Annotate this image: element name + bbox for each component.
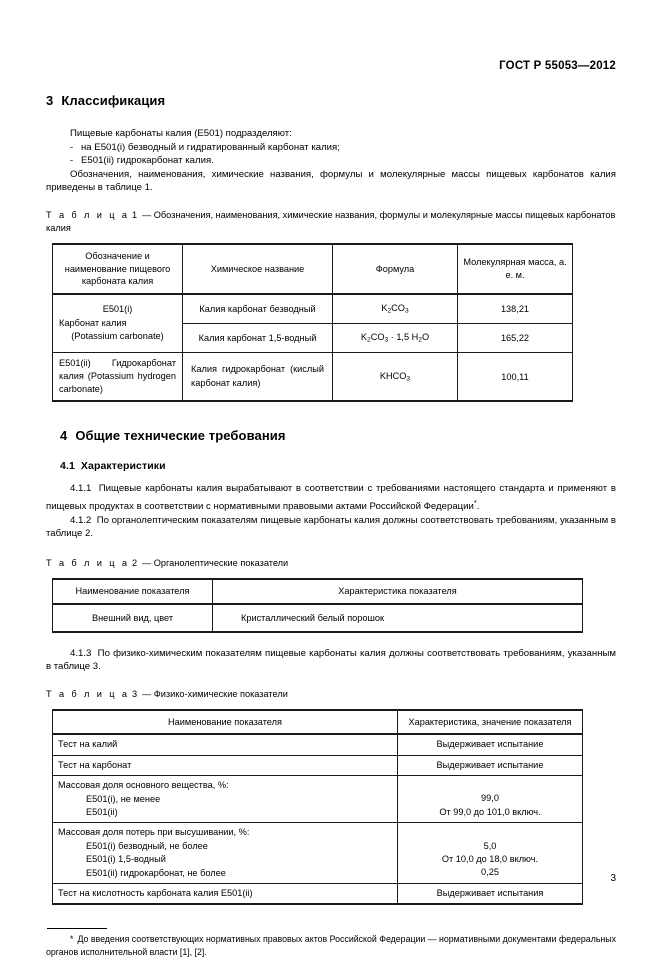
table-row	[53, 604, 583, 632]
table1-mass-3: 100,11	[458, 352, 573, 401]
table2-row-name: Внешний вид, цвет	[53, 604, 213, 632]
table1-group2-name: E501(ii) Гидрокарбонат калия (Potassium hydrogen carbonate)	[53, 352, 183, 401]
table2-header-cell-2: Характеристика показателя	[213, 579, 583, 604]
table1-wrapper	[52, 243, 572, 402]
paragraph-4-1-2-number: 4.1.2	[70, 514, 92, 526]
table1-formula-2: $K_2CO_3 \cdot 1,5$ $H_2O$	[333, 323, 458, 352]
paragraph-4-1-2-text: По органолептическим показателям пищевые карбонаты калия должны соответствовать требованиям, указанным в таблице 2.	[46, 514, 616, 540]
paragraph-4-1-3	[46, 647, 616, 674]
table3-row-subvalue: 0,25	[481, 867, 499, 878]
table3-row-label-main: Тест на кислотность карбоната калия E501(ii)	[58, 887, 253, 898]
table3-row-label-main: Тест на калий	[58, 739, 118, 750]
table-row	[53, 883, 583, 904]
table1-mass-2: 165,22	[458, 323, 573, 352]
footnote-marker: *	[70, 934, 74, 945]
footnote-text: До введения соответствующих нормативных правовых актов Российской Федерации — нормативными документами федеральных органов исполнительной власти [1], [2].	[46, 934, 616, 957]
table-row	[53, 294, 573, 324]
table3-header-cell-2: Характеристика, значение показателя	[398, 710, 583, 735]
table-3	[52, 709, 583, 906]
table3-row-subline: E501(i) безводный, не более	[86, 840, 208, 851]
document-header: ГОСТ Р 55053—2012	[499, 60, 616, 72]
table3-row-label	[53, 755, 398, 775]
table3-row-subline: E501(ii)	[86, 806, 118, 817]
section3-bullet-1	[46, 141, 616, 155]
heading-section-3-title: Классификация	[61, 93, 166, 108]
table2-header-row	[53, 579, 583, 604]
table3-row-value-text: Выдерживает испытания	[436, 887, 544, 898]
table-row	[53, 823, 583, 884]
table2-caption	[46, 557, 616, 570]
table3-row-value	[398, 883, 583, 904]
table3-row-subline: E501(ii) гидрокарбонат, не более	[86, 867, 226, 878]
table3-header-cell-1: Наименование показателя	[53, 710, 398, 735]
heading-section-4-1	[46, 460, 616, 472]
table1-chem-name-1: Калия карбонат безводный	[183, 294, 333, 324]
page-content	[46, 0, 616, 958]
table1-chem-name-2: Калия карбонат 1,5-водный	[183, 323, 333, 352]
table1-group1-name-line1: E501(i)	[102, 304, 133, 315]
heading-section-4-number: 4	[60, 428, 68, 444]
table-row	[53, 755, 583, 775]
heading-section-4-1-number: 4.1	[60, 460, 75, 473]
table1-header-cell-3: Формула	[333, 244, 458, 294]
table3-value-spacer	[403, 779, 577, 792]
table3-row-label	[53, 734, 398, 755]
paragraph-4-1-1-text: Пищевые карбонаты калия вырабатывают в соответствии с требованиями настоящего стандарта и применяют в пищевых продуктах в соответствии с нормативными правовыми актами Российской Федерации	[46, 483, 616, 513]
table3-caption-text: — Физико-химические показатели	[142, 688, 288, 699]
table3-row-label	[53, 823, 398, 884]
paragraph-4-1-1-number: 4.1.1	[70, 483, 92, 495]
table2-caption-number: 2	[131, 557, 140, 568]
footnote-marker-ref: *	[473, 497, 477, 507]
table3-row-label	[53, 776, 398, 823]
table3-wrapper	[52, 709, 582, 906]
section3-intro: Пищевые карбонаты калия (E501) подразделяют:	[70, 128, 292, 139]
table-row	[53, 352, 573, 401]
table3-row-value	[398, 755, 583, 775]
paragraph-4-1-1: 4.1.1 Пищевые карбонаты калия вырабатывают в соответствии с требованиями настоящего стандарта и применяют в пищевых продуктах в соответствии с нормативными правовыми актами Российской Федерации*.	[46, 483, 616, 513]
table1-group1-name-line3: (Potassium carbonate)	[71, 330, 164, 341]
table3-header-row	[53, 710, 583, 735]
table1-formula-1: $K_2CO_3$	[333, 294, 458, 324]
table3-row-value	[398, 823, 583, 884]
table3-row-subline: E501(i) 1,5-водный	[86, 854, 166, 865]
table1-caption-number: 1	[131, 209, 140, 220]
bullet-dash-icon: -	[70, 155, 74, 167]
section3-bullet-1-text: на E501(i) безводный и гидратированный карбонат калия;	[81, 141, 340, 153]
table1-group1-name-line2: Карбонат калия	[59, 317, 127, 328]
table3-caption	[46, 688, 616, 701]
table1-mass-1: 138,21	[458, 294, 573, 324]
table2-caption-text: — Органолептические показатели	[142, 557, 289, 568]
table-row	[53, 734, 583, 755]
table3-caption-label: Т а б л и ц а	[46, 688, 130, 699]
table3-row-subvalue: 99,0	[481, 793, 499, 804]
table1-header-row	[53, 244, 573, 294]
section3-bullet-2-text: E501(ii) гидрокарбонат калия.	[81, 155, 214, 167]
table2-header-cell-1: Наименование показателя	[53, 579, 213, 604]
table1-caption-label: Т а б л и ц а	[46, 209, 130, 220]
table1-caption-text: — Обозначения, наименования, химические названия, формулы и молекулярные массы пищевых карбонатов калия	[46, 209, 616, 233]
table3-row-label-main: Массовая доля основного вещества, %:	[58, 780, 229, 791]
table3-row-value-text: Выдерживает испытание	[436, 759, 544, 770]
table3-row-subvalue: От 10,0 до 18,0 включ.	[441, 853, 539, 864]
heading-section-3-number: 3	[46, 93, 54, 108]
section3-paragraph: Обозначения, наименования, химические названия, формулы и молекулярные массы пищевых карбонатов калия приведены в таблице 1.	[46, 168, 616, 194]
table3-value-spacer	[403, 827, 577, 840]
heading-section-3	[46, 93, 616, 108]
table-row	[53, 776, 583, 823]
table3-row-subvalue: От 99,0 до 101,0 включ.	[439, 806, 541, 817]
page-number: 3	[610, 873, 616, 884]
table3-row-label-main: Тест на карбонат	[58, 759, 132, 770]
section3-bullet-2	[46, 154, 616, 168]
table3-caption-number: 3	[131, 688, 140, 699]
table1-group1-name	[53, 294, 183, 353]
paragraph-4-1-3-number: 4.1.3	[70, 647, 92, 659]
table-2	[52, 578, 583, 633]
table-1	[52, 243, 573, 402]
table3-row-value	[398, 734, 583, 755]
heading-section-4-title: Общие технические требования	[75, 428, 286, 444]
table3-row-subline: E501(i), не менее	[86, 793, 161, 804]
table3-row-label	[53, 883, 398, 904]
heading-section-4-1-title: Характеристики	[80, 460, 166, 473]
table1-header-cell-1: Обозначение и наименование пищевого карбоната калия	[53, 244, 183, 294]
paragraph-4-1-3-text: По физико-химическим показателям пищевые карбонаты калия должны соответствовать требованиям, указанным в таблице 3.	[46, 647, 616, 673]
table1-chem-name-3: Калия гидрокарбонат (кислый карбонат калия)	[183, 352, 333, 401]
table1-formula-3: $KHCO_3$	[333, 352, 458, 401]
heading-section-4	[46, 428, 616, 443]
table3-row-label-main: Массовая доля потерь при высушивании, %:	[58, 827, 250, 838]
table3-row-value-text: Выдерживает испытание	[436, 739, 544, 750]
paragraph-4-1-2	[46, 514, 616, 541]
bullet-dash-icon: -	[70, 141, 74, 153]
table3-row-subvalue: 5,0	[483, 840, 497, 851]
table2-caption-label: Т а б л и ц а	[46, 557, 130, 568]
table3-row-value	[398, 776, 583, 823]
table3-body	[53, 734, 583, 904]
table2-row-value: Кристаллический белый порошок	[213, 604, 583, 632]
footnote	[46, 933, 616, 958]
table1-caption	[46, 209, 616, 235]
table1-header-cell-2: Химическое название	[183, 244, 333, 294]
footnote-divider	[47, 928, 107, 929]
table1-header-cell-4: Молекулярная масса, а. е. м.	[458, 244, 573, 294]
table2-wrapper	[52, 578, 582, 633]
